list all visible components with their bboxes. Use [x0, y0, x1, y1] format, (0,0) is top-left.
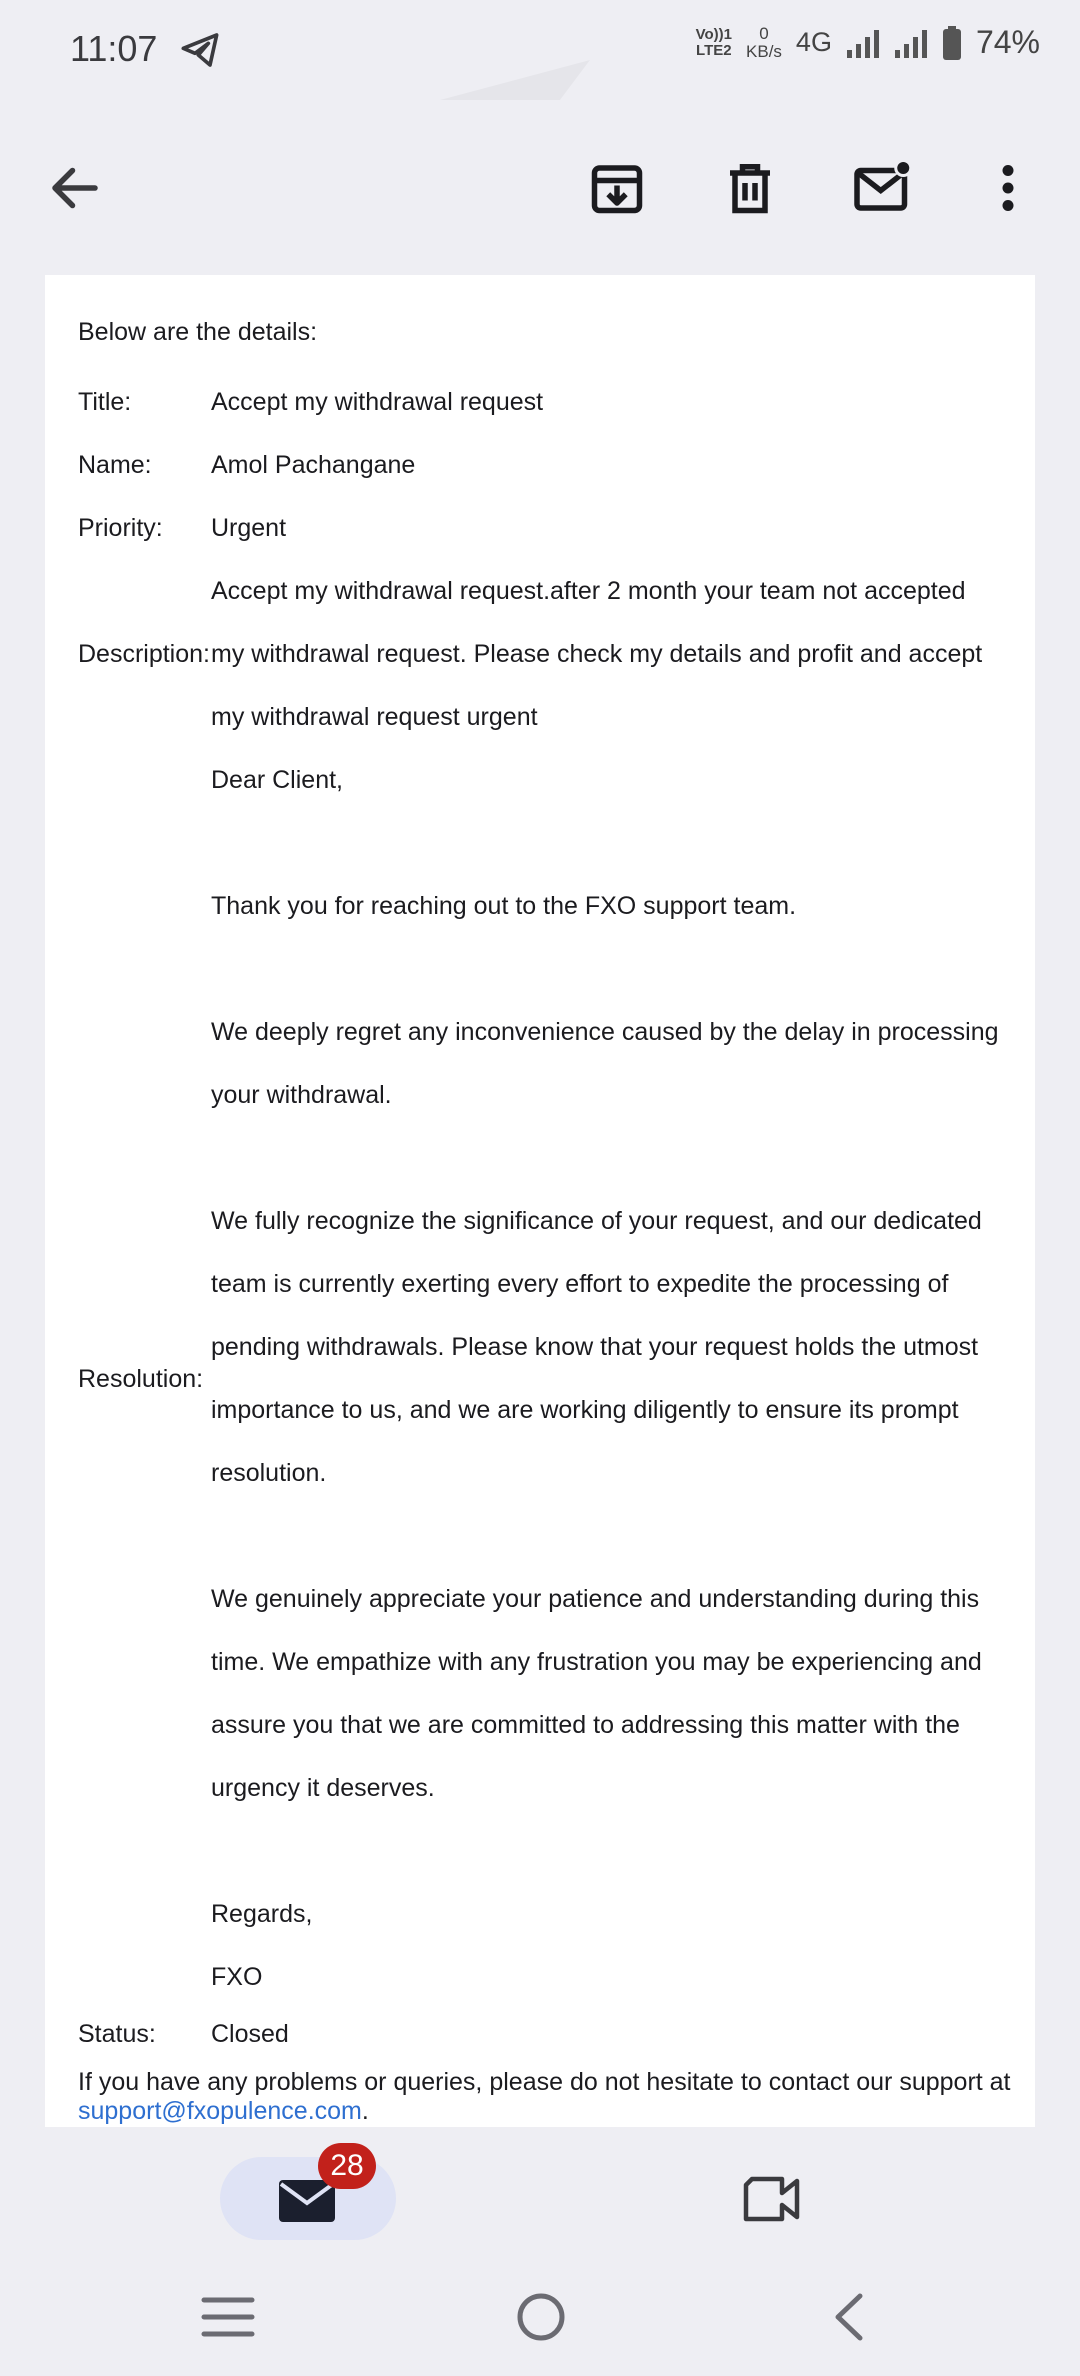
status-bar — [0, 0, 1080, 100]
volte-line2: LTE2 — [696, 41, 732, 59]
description-value — [211, 560, 1011, 749]
title-label: Title: — [78, 388, 132, 416]
more-vert-icon[interactable] — [978, 158, 1038, 218]
details-table — [78, 371, 1011, 2059]
speed-value: 0 — [759, 23, 769, 43]
support-email-link[interactable]: support@fxopulence.com — [78, 2097, 362, 2125]
footer-period: . — [361, 2097, 369, 2125]
title-value: Accept my withdrawal request — [211, 388, 544, 416]
name-label: Name: — [78, 451, 152, 479]
status-row — [78, 2009, 1011, 2059]
title-row — [78, 371, 1011, 434]
resolution-line: We fully recognize the significance of your request, and our dedicated — [211, 1207, 982, 1235]
resolution-paragraph: Thank you for reaching out to the FXO support team. — [211, 892, 797, 920]
resolution-row — [78, 749, 1011, 2009]
recent-apps-icon[interactable] — [200, 2294, 256, 2340]
resolution-value — [211, 749, 1011, 2009]
system-back-icon[interactable] — [830, 2292, 866, 2342]
resolution-line: team is currently exerting every effort to expedite the processing of — [211, 1270, 949, 1298]
resolution-line: importance to us, and we are working diligently to ensure its prompt — [211, 1396, 959, 1424]
speed-unit: KB/s — [746, 41, 782, 61]
resolution-line: We genuinely appreciate your patience and understanding during this — [211, 1585, 980, 1613]
resolution-signature: FXO — [211, 1963, 263, 1991]
status-label: Status: — [78, 2020, 156, 2048]
resolution-closing: Regards, — [211, 1900, 313, 1928]
status-time: 11:07 — [70, 28, 158, 69]
name-value: Amol Pachangane — [211, 451, 416, 479]
description-line: Accept my withdrawal request.after 2 month your team not accepted — [211, 577, 966, 605]
priority-row — [78, 497, 1011, 560]
intro-text: Below are the details: — [78, 318, 318, 346]
mark-unread-icon[interactable] — [852, 158, 912, 218]
status-indicators — [696, 24, 1040, 61]
description-line: my withdrawal request. Please check my details and profit and accept — [211, 640, 983, 668]
network-type: 4G — [795, 27, 832, 57]
bottom-navigation — [0, 2127, 1080, 2376]
back-arrow-icon[interactable] — [45, 158, 105, 218]
resolution-greeting: Dear Client, — [211, 766, 343, 794]
resolution-line: your withdrawal. — [211, 1081, 392, 1109]
network-speed — [746, 25, 782, 61]
description-row — [78, 560, 1011, 749]
resolution-line: urgency it deserves. — [211, 1774, 435, 1802]
priority-label: Priority: — [78, 514, 163, 542]
resolution-label: Resolution: — [78, 1364, 204, 1393]
home-icon[interactable] — [515, 2291, 567, 2343]
resolution-line: We deeply regret any inconvenience caused by the delay in processing — [211, 1018, 999, 1046]
resolution-line: pending withdrawals. Please know that your request holds the utmost — [211, 1333, 979, 1361]
name-row — [78, 434, 1011, 497]
volte-indicator — [696, 27, 732, 59]
email-body — [45, 275, 1035, 2127]
status-value: Closed — [211, 2020, 289, 2048]
resolution-line: resolution. — [211, 1459, 327, 1487]
priority-value: Urgent — [211, 514, 287, 542]
signal-icon — [846, 28, 880, 58]
footer-note — [78, 2068, 1028, 2126]
battery-percent: 74% — [975, 24, 1040, 60]
delete-icon[interactable] — [720, 158, 780, 218]
resolution-line: assure you that we are committed to addressing this matter with the — [211, 1711, 960, 1739]
meet-video-icon[interactable] — [742, 2171, 800, 2227]
mail-icon — [278, 2179, 336, 2223]
description-label: Description: — [78, 640, 210, 668]
telegram-icon — [180, 30, 220, 70]
volte-line1: Vo))1 — [695, 25, 733, 43]
email-toolbar — [0, 100, 1080, 275]
unread-count-badge: 28 — [318, 2143, 376, 2189]
resolution-line: time. We empathize with any frustration you may be experiencing and — [211, 1648, 982, 1676]
footer-text: If you have any problems or queries, please do not hesitate to contact our support at — [78, 2068, 1011, 2096]
battery-icon — [942, 26, 962, 60]
signal-icon-2 — [894, 28, 928, 58]
archive-icon[interactable] — [587, 158, 647, 218]
description-line: my withdrawal request urgent — [211, 703, 538, 731]
